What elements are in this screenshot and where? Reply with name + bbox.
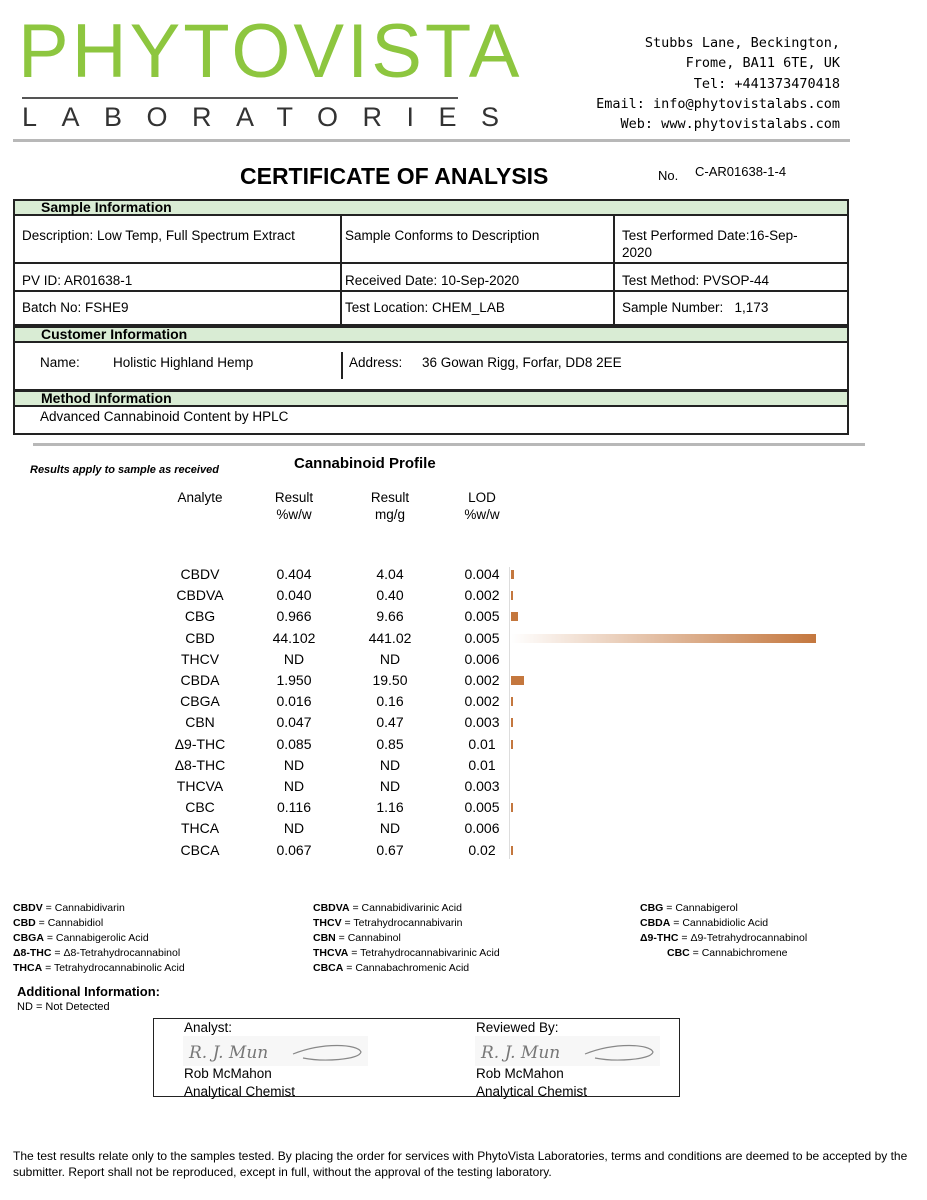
column-header-result-pct: Result %w/w (274, 490, 314, 522)
address-line-1: Stubbs Lane, Beckington, (644, 35, 840, 51)
logo-subtitle: LABORATORIES (22, 102, 524, 132)
phone-line: Tel: +441373470418 (693, 76, 840, 92)
glossary-abbr: CBDV (13, 902, 43, 914)
table-rule (341, 352, 343, 379)
cell-lod: 0.02 (468, 841, 496, 858)
analyst-signature-text: R. J. Mun (189, 1043, 269, 1063)
reviewer-name: Rob McMahon (476, 1066, 564, 1081)
cell-mg: ND (379, 820, 401, 837)
cell-pct: 0.085 (276, 735, 312, 752)
profile-bar (511, 697, 513, 706)
glossary-abbr: THCV (313, 917, 342, 929)
cell-mg: ND (379, 650, 401, 667)
glossary-abbr: CBGA (13, 932, 44, 944)
test-date-line-1: Test Performed Date:16-Sep- (622, 228, 798, 243)
batch-number: Batch No: FSHE9 (22, 300, 129, 315)
glossary-full: Tetrahydrocannabivarinic Acid (360, 947, 500, 959)
cell-lod: 0.005 (464, 629, 500, 646)
profile-title: Cannabinoid Profile (294, 455, 436, 472)
glossary-full: Cannabidiolic Acid (682, 917, 769, 929)
additional-info-heading: Additional Information: (17, 984, 160, 999)
cell-analyte: CBGA (180, 693, 220, 710)
reviewer-signature-text: R. J. Mun (481, 1043, 561, 1063)
method-info-heading: Method Information (13, 390, 849, 407)
logo-wordmark: PHYTOVISTA (18, 9, 523, 94)
cell-analyte: CBD (185, 629, 215, 646)
glossary-full: Cannabigerol (675, 902, 738, 914)
table-rule (613, 214, 615, 324)
profile-bar (511, 803, 513, 812)
cell-pct: 44.102 (272, 629, 316, 646)
sample-description: Description: Low Temp, Full Spectrum Extract (22, 228, 295, 243)
cell-mg: ND (379, 778, 401, 794)
test-location: Test Location: CHEM_LAB (345, 300, 505, 315)
glossary-entry: THCVA = Tetrahydrocannabivarinic Acid (313, 947, 500, 959)
glossary-abbr: CBDA (640, 917, 671, 929)
cell-pct: ND (283, 820, 305, 837)
cell-pct: 1.950 (276, 672, 312, 688)
cell-analyte: THCVA (176, 778, 224, 794)
cell-mg: 0.16 (376, 693, 404, 710)
profile-bar (511, 718, 513, 727)
header-divider (13, 139, 850, 142)
glossary-full: Cannabichromene (701, 947, 788, 959)
profile-bar (511, 676, 524, 685)
web-link[interactable]: Web: www.phytovistalabs.com (620, 116, 840, 132)
sample-info-heading: Sample Information (13, 199, 849, 216)
glossary-entry: CBCA = Cannabachromenic Acid (313, 962, 470, 974)
cell-analyte: THCA (180, 820, 220, 837)
cell-pct: ND (283, 650, 305, 667)
glossary-entry: CBG = Cannabigerol (640, 902, 738, 914)
cell-lod: 0.01 (468, 735, 496, 752)
analyst-signature (183, 1036, 368, 1066)
cell-pct: 0.040 (276, 587, 312, 604)
section-divider (33, 443, 865, 446)
cell-lod: 0.004 (464, 566, 500, 582)
address-line-2: Frome, BA11 6TE, UK (685, 55, 840, 71)
cell-analyte: Δ9-THC (174, 735, 226, 752)
cell-analyte: CBDVA (176, 587, 224, 604)
glossary-abbr: Δ9-THC (640, 932, 679, 944)
logo-divider (22, 97, 458, 99)
cell-mg: ND (379, 756, 401, 773)
cell-lod: 0.006 (464, 820, 500, 837)
cell-mg: 9.66 (376, 608, 404, 625)
cell-lod: 0.002 (464, 693, 500, 710)
cell-mg: 19.50 (372, 672, 408, 688)
cell-mg: 0.67 (376, 841, 404, 858)
page-title: CERTIFICATE OF ANALYSIS (240, 163, 549, 189)
glossary-entry: CBDV = Cannabidivarin (13, 902, 125, 914)
customer-name-label: Name: (40, 355, 80, 370)
cell-lod: 0.002 (464, 672, 500, 688)
email-link[interactable]: Email: info@phytovistalabs.com (596, 96, 840, 112)
glossary-abbr: CBDVA (313, 902, 350, 914)
cell-analyte: CBCA (180, 841, 220, 858)
cell-pct: 0.404 (276, 566, 312, 582)
glossary-full: Tetrahydrocannabivarin (353, 917, 463, 929)
certificate-number-label: No. (658, 168, 679, 183)
glossary-abbr: CBN (313, 932, 336, 944)
glossary-entry: THCV = Tetrahydrocannabivarin (313, 917, 463, 929)
cell-pct: 0.067 (276, 841, 312, 858)
glossary-entry: CBD = Cannabidiol (13, 917, 104, 929)
glossary-full: Cannabidiol (47, 917, 104, 929)
customer-info-heading: Customer Information (13, 326, 849, 343)
glossary-entry: CBC = Cannabichromene (667, 947, 788, 959)
footer-disclaimer: The test results relate only to the samples tested. By placing the order for services with PhytoVista Laboratories, terms and conditions are deemed to be accepted by the submitter. Report shall not be reproduced, except in full, without the approval of the testing laboratory. (13, 1149, 908, 1179)
glossary-abbr: CBCA (313, 962, 344, 974)
cell-analyte: Δ8-THC (174, 756, 226, 773)
glossary-full: Cannabigerolic Acid (55, 932, 149, 944)
glossary-full: Δ9-Tetrahydrocannabinol (690, 932, 808, 944)
cell-lod: 0.003 (464, 778, 500, 794)
glossary-entry: CBGA = Cannabigerolic Acid (13, 932, 149, 944)
certificate-number: C-AR01638-1-4 (695, 164, 787, 179)
analyst-role: Analytical Chemist (184, 1084, 296, 1099)
cell-mg: 441.02 (368, 629, 412, 646)
customer-address: 36 Gowan Rigg, Forfar, DD8 2EE (422, 355, 622, 370)
cell-pct: 0.047 (276, 714, 312, 731)
glossary-entry: Δ9-THC = Δ9-Tetrahydrocannabinol (640, 932, 808, 944)
profile-bar (511, 740, 513, 749)
customer-address-label: Address: (349, 355, 403, 370)
sample-number: Sample Number: 1,173 (622, 300, 769, 315)
table-rule (13, 290, 849, 292)
glossary-abbr: CBC (667, 947, 690, 959)
column-header-lod: LOD %w/w (464, 490, 500, 522)
glossary-entry: THCA = Tetrahydrocannabinolic Acid (13, 962, 185, 974)
customer-name: Holistic Highland Hemp (113, 355, 254, 370)
cell-pct: 0.966 (276, 608, 312, 625)
cell-mg: 0.47 (376, 714, 404, 731)
table-rule (340, 214, 342, 324)
glossary-full: Cannabachromenic Acid (355, 962, 470, 974)
glossary-full: Cannabinol (347, 932, 401, 944)
cell-lod: 0.005 (464, 799, 500, 816)
reviewer-signature (475, 1036, 660, 1066)
glossary-abbr: CBG (640, 902, 664, 914)
cell-analyte: THCV (180, 650, 220, 667)
glossary-entry: CBDA = Cannabidiolic Acid (640, 917, 769, 929)
profile-bar (511, 591, 513, 600)
results-note: Results apply to sample as received (30, 464, 219, 476)
pv-id: PV ID: AR01638-1 (22, 273, 133, 288)
cell-analyte: CBG (184, 608, 216, 625)
profile-bar (511, 634, 816, 643)
cell-analyte: CBDV (180, 566, 220, 582)
glossary-abbr: THCVA (313, 947, 349, 959)
cell-lod: 0.006 (464, 650, 500, 667)
reviewer-role: Analytical Chemist (476, 1084, 588, 1099)
cell-analyte: CBDA (180, 672, 220, 688)
reviewer-label: Reviewed By: (476, 1020, 559, 1035)
glossary-abbr: CBD (13, 917, 36, 929)
sample-conforms: Sample Conforms to Description (345, 228, 540, 243)
cell-lod: 0.003 (464, 714, 500, 731)
cell-analyte: CBN (185, 714, 215, 731)
glossary-full: Cannabidivarin (54, 902, 125, 914)
cell-mg: 0.85 (376, 735, 404, 752)
test-method: Test Method: PVSOP-44 (622, 273, 770, 288)
glossary-entry: CBDVA = Cannabidivarinic Acid (313, 902, 462, 914)
glossary-abbr: Δ8-THC (13, 947, 52, 959)
cell-lod: 0.002 (464, 587, 500, 604)
profile-bar (511, 612, 518, 621)
cell-pct: ND (283, 756, 305, 773)
cell-analyte: CBC (185, 799, 215, 816)
received-date: Received Date: 10-Sep-2020 (345, 273, 520, 288)
cell-lod: 0.01 (468, 756, 496, 773)
cell-pct: 0.016 (276, 693, 312, 710)
cell-mg: 1.16 (376, 799, 404, 816)
glossary-full: Tetrahydrocannabinolic Acid (53, 962, 185, 974)
method-value: Advanced Cannabinoid Content by HPLC (40, 409, 289, 424)
cell-mg: 0.40 (376, 587, 404, 604)
glossary-abbr: THCA (13, 962, 43, 974)
glossary-entry: Δ8-THC = Δ8-Tetrahydrocannabinol (13, 947, 181, 959)
column-header-result-mg: Result mg/g (370, 490, 410, 522)
cell-lod: 0.005 (464, 608, 500, 625)
cell-pct: 0.116 (277, 799, 311, 816)
table-rule (13, 262, 849, 264)
analyst-name: Rob McMahon (184, 1066, 272, 1081)
cell-mg: 4.04 (376, 566, 404, 582)
glossary-entry: CBN = Cannabinol (313, 932, 401, 944)
profile-bar (511, 846, 513, 855)
glossary-full: Cannabidivarinic Acid (361, 902, 462, 914)
analyst-label: Analyst: (184, 1020, 233, 1035)
profile-bar (511, 570, 514, 579)
glossary-full: Δ8-Tetrahydrocannabinol (63, 947, 181, 959)
test-date-line-2: 2020 (622, 245, 653, 260)
additional-info-note: ND = Not Detected (17, 1001, 110, 1013)
cell-pct: ND (283, 778, 305, 794)
column-header-analyte: Analyte (177, 490, 223, 505)
